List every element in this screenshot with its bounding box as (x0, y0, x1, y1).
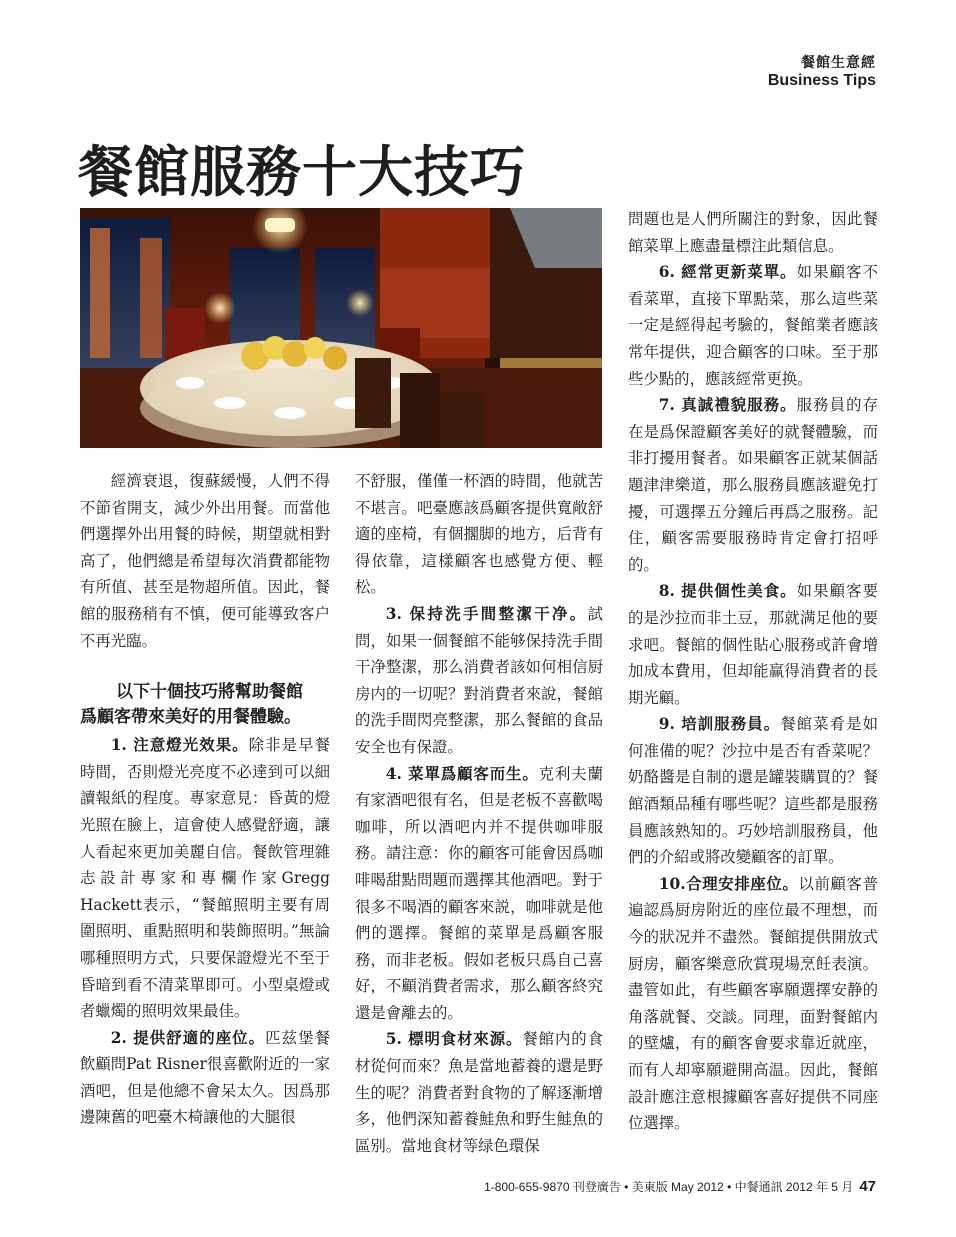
footer-text: 1-800-655-9870 刊登廣告 • 美東版 May 2012 • 中餐通訊 2012 年 5 月 (484, 1180, 854, 1194)
tip-3-body: 試問，如果一個餐館不能够保持洗手間干净整潔，那么消費者該如何相信厨房内的一切呢？對消費者來說，餐館的洗手間閃亮整潔，那么餐館的食品安全也有保證。 (355, 604, 603, 756)
tip-5-continued: 問題也是人們所關注的對象，因此餐館菜單上應盡量標注此類信息。 (628, 210, 878, 255)
restaurant-photo (80, 208, 602, 448)
tip-6-heading: 6. 經常更新菜單。 (658, 263, 797, 282)
tip-6-body: 如果顧客不看菜單，直接下單點菜，那么這些菜一定是經得起考驗的，餐館業者應該常年提供，迎合顧客的口味。至于那些少點的，應該經常更换。 (628, 263, 878, 388)
page-number: 47 (859, 1178, 876, 1195)
tip-9-body: 餐館菜肴是如何准備的呢？沙拉中是否有香菜呢？奶酪醬是自制的還是罐裝購買的？餐館酒類品種有哪些呢？這些都是服務員應該熟知的。巧妙培訓服務員，他們的介紹或將改變顧客的訂單。 (628, 715, 878, 867)
tip-10 (628, 871, 878, 1137)
tip-8 (628, 578, 878, 711)
tip-8-heading: 8. 提供個性美食。 (658, 582, 797, 601)
tip-4-body: 克利夫蘭有家酒吧很有名，但是老板不喜歡喝咖啡，所以酒吧内并不提供咖啡服務。請注意：你的顧客可能會因爲咖啡喝甜點問題而選擇其他酒吧。對于很多不喝酒的顧客來説，咖啡就是他們的選擇。餐館的菜單是爲顧客服務，而非老板。假如老板只爲自己喜好，不顧消費者需求，那么顧客終究還是會離去的。 (355, 764, 603, 1022)
tip-5-body: 餐館内的食材從何而來？魚是當地蓄養的還是野生的呢？消費者對食物的了解逐漸增多，他們深知蓄養鮭魚和野生鮭魚的區别。當地食材等绿色環保 (355, 1030, 603, 1155)
tip-10-body: 以前顧客普遍認爲厨房附近的座位最不理想，而今的狀况并不盡然。餐館提供開放式厨房，顧客樂意欣賞現場烹飪表演。盡管如此，有些顧客寧願選擇安静的角落就餐、交談。同理，面對餐館内的壁爐，有的顧客會要求靠近就座，而有人却寧願避開高温。因此，餐館設計應注意根據顧客喜好提供不同座位選擇。 (628, 874, 878, 1133)
tip-1 (80, 732, 330, 1025)
column-3 (628, 206, 878, 1137)
section-label-en: Business Tips (767, 72, 876, 89)
column-1 (80, 468, 330, 1131)
tip-9 (628, 711, 878, 871)
article-title: 餐館服務十大技巧 (78, 139, 527, 204)
tip-4-heading: 4. 菜單爲顧客而生。 (385, 764, 539, 783)
page-footer (0, 1178, 876, 1195)
tip-2-heading: 2. 提供舒適的座位。 (110, 1028, 266, 1047)
tip-7 (628, 392, 878, 578)
column-2 (355, 468, 603, 1159)
tip-3-heading: 3. 保持洗手間整潔干净。 (385, 604, 588, 623)
section-label-zh: 餐館生意經 (801, 55, 876, 71)
tip-7-heading: 7. 真誠禮貌服務。 (658, 396, 797, 415)
section-subheading (80, 680, 330, 730)
tip-7-body: 服務員的存在是爲保證顧客美好的就餐體驗，而非打擾用餐者。如果顧客正就某個話題津津樂道，那么服務員應該避免打擾，可選擇五分鐘后再爲之服務。記住，顧客需要服務時肯定會打招呼的。 (628, 396, 878, 574)
tip-4 (355, 761, 603, 1027)
subheading-line-1: 以下十個技巧將幫助餐館 (116, 682, 303, 703)
tip-2-continued: 不舒服，僅僅一杯酒的時間，他就苦不堪言。吧臺應該爲顧客提供寬敞舒適的座椅，有個擱脚的地方，后背有得依靠，這樣顧客也感覺方便、輕松。 (355, 472, 603, 597)
tip-6 (628, 259, 878, 392)
intro-paragraph: 經濟衰退，復蘇緩慢，人們不得不節省開支，減少外出用餐。而當他們選擇外出用餐的時候，期望就相對高了，他們總是希望每次消費都能物有所值、甚至是物超所值。因此，餐館的服務稍有不慎，便可能導致客户不再光臨。 (80, 472, 330, 650)
tip-9-heading: 9. 培訓服務員。 (658, 715, 781, 734)
tip-8-body: 如果顧客要的是沙拉而非土豆，那就满足他的要求吧。餐館的個性貼心服務或許會增加成本費用，但却能赢得消費者的長期光顧。 (628, 582, 878, 707)
tip-3 (355, 601, 603, 761)
subheading-line-2: 爲顧客帶來美好的用餐體驗。 (80, 707, 301, 728)
tip-1-body: 除非是早餐時間，否則燈光亮度不必達到可以細讀報紙的程度。專家意見：昏黃的燈光照在臉上，這會使人感覺舒適，讓人看起來更加美麗自信。餐飲管理雜志設計專家和專欄作家Gregg Hackett表示，“餐館照明主要有周圍照明、重點照明和裝飾照明。”無論哪種照明方式，只要保證燈光不至于昏暗到看不清菜單即可。小型桌燈或者蠟燭的照明效果最佳。 (80, 736, 330, 1021)
tip-2-body: 匹兹堡餐飲顧問Pat Risner很喜歡附近的一家酒吧，但是他總不會呆太久。因爲那邊陳舊的吧臺木椅讓他的大腿很 (80, 1028, 330, 1127)
tip-5-heading: 5. 標明食材來源。 (385, 1030, 523, 1049)
tip-2 (80, 1025, 330, 1131)
tip-10-heading: 10.合理安排座位。 (658, 874, 799, 893)
tip-5 (355, 1026, 603, 1159)
tip-1-heading: 1. 注意燈光效果。 (110, 736, 249, 755)
